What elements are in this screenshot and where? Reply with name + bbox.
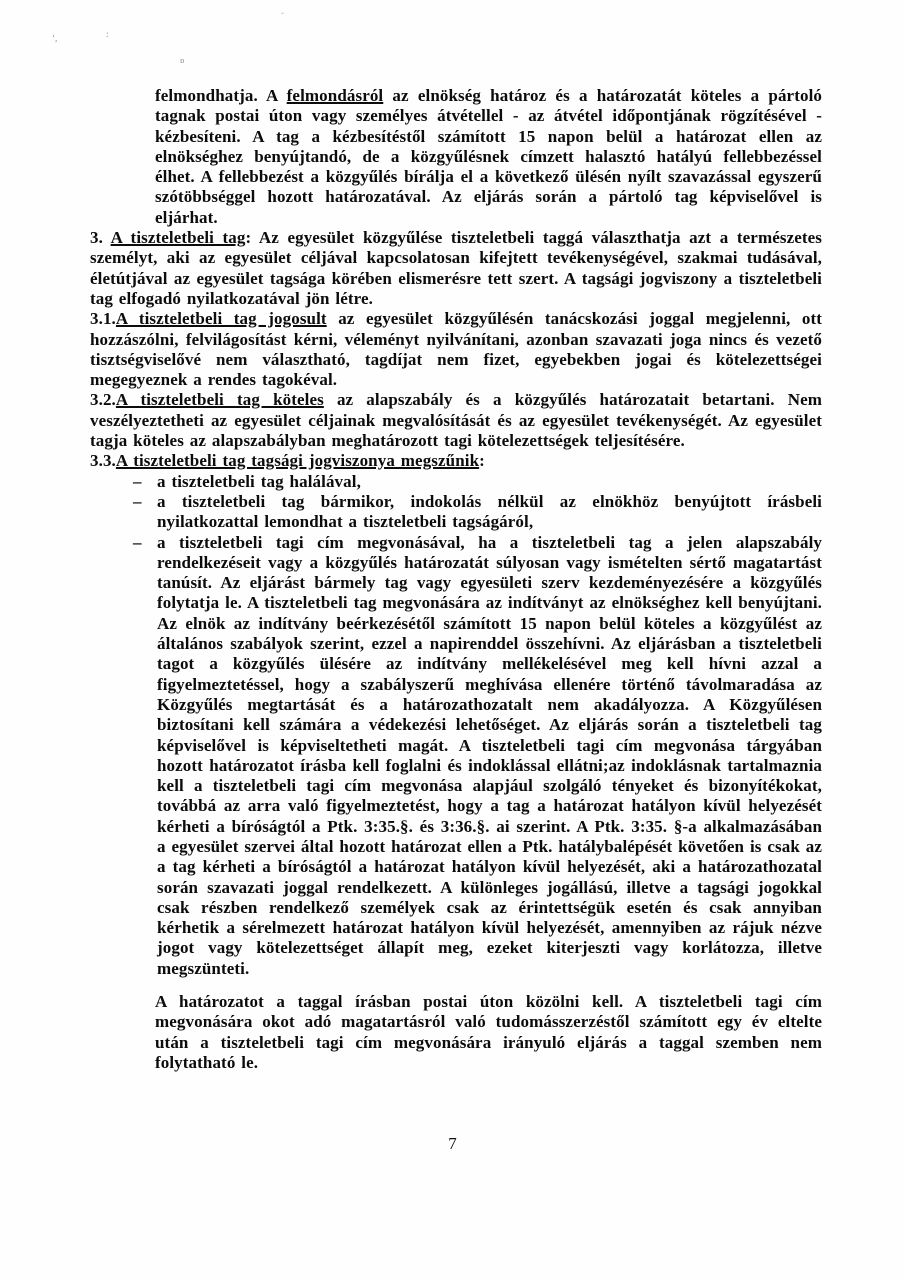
text-run: 3.1. (90, 309, 116, 329)
text-run: 3. (90, 228, 111, 248)
text-run: az alapszabály és a közgyűlés határozatait betartani. Nem veszélyeztetheti az egyesület céljainak megvalósítását és az egyesület tevékenységét. Az egyesület tagja köteles az alapszabályban meghatározott tagi kötelezettségek teljesítésére. (90, 390, 823, 451)
scan-speck: ˇ (281, 11, 284, 21)
underlined-text-run: A tiszteletbeli tag tagsági jogviszonya megszűnik (115, 451, 480, 471)
bullet-item-lemondas (133, 492, 822, 533)
text-run: az elnökség határoz és a határozatát köteles a pártoló tagnak postai úton vagy személyes átvétellel - az átvétel időpontjának rögzítésével - kézbesíteni. A tag a kézbesítéstől számított 15 napon belül a határozat ellen az elnökséghez benyújtandó, de a közgyűlésnek címzett halasztó hatályú fellebbezéssel élhet. A fellebbezést a közgyűlés bírálja el a következő ülésén nyílt szavazással egyszerű szótöbbséggel hozott határozatával. Az eljárás során a pártoló tag képviselővel is eljárhat. (155, 86, 822, 227)
bullet-item-halalaval (133, 472, 822, 492)
scan-speck: : (106, 29, 109, 39)
section-3-2-koteles (90, 390, 822, 451)
underlined-text-run: A tiszteletbeli tag jogosult (115, 309, 327, 329)
underlined-text-run: felmondásról (286, 86, 384, 105)
bullet-dash: – (133, 532, 142, 552)
bullet-dash: – (133, 491, 142, 511)
text-run: 3.3. (90, 451, 116, 471)
section-3-3-megszunik-heading (90, 451, 822, 471)
text-run: : (479, 451, 485, 471)
scan-speck: ʻ, (52, 33, 58, 43)
section-3-1-jogosult (90, 309, 822, 390)
underlined-text-run: A tiszteletbeli tag köteles (115, 390, 324, 410)
bullet-text (157, 533, 822, 980)
text-run: A határozatot a taggal írásban postai úton közölni kell. A tiszteletbeli tagi cím megvonására okot adó magatartásról való tudomásszerzéstől számított egy év eltelte után a tiszteletbeli tagi cím megvonására irányuló eljárás a taggal szemben nem folytatható le. (155, 992, 822, 1072)
document-body (90, 86, 822, 1073)
text-run: az egyesület közgyűlésén tanácskozási joggal megjelenni, ott hozzászólni, felvilágosítást kérni, véleményt nyilvánítani, azonban szavazati joga nincs és vezető tisztségviselővé nem választható, tagdíjat nem fizet, egyebekben jogai és kötelezettségei megegyeznek a rendes tagokéval. (90, 309, 823, 390)
bullet-item-cim-megvonasa (133, 533, 822, 980)
scan-speck: ɒ (180, 56, 185, 65)
text-run: a tiszteletbeli tagi cím megvonásával, ha a tiszteletbeli tag a jelen alapszabály rendelkezéseit vagy a közgyűlés határozatát súlyosan vagy ismételten sértő magatartást tanúsít. Az eljárást bármely tag vagy egyesületi szerv kezdeményezésére a közgyűlés folytatja le. A tiszteletbeli tag megvonására az indítványt az elnökséghez kell benyújtani. Az elnök az indítvány beérkezésétől számított 15 napon belül köteles a közgyűlést az általános szabályok szerint, ezzel a napirenddel összehívni. Az eljárásban a tiszteletbeli tagot a közgyűlés ülésére az indítvány mellékelésével meg kell hívni azzal a figyelmeztetéssel, hogy a szabályszerű meghívása ellenére történő távolmaradása az Közgyűlés megtartását és a határozathozatalt nem akadályozza. A Közgyűlésen biztosítani kell számára a védekezési lehetőséget. Az eljárás során a tiszteletbeli tag képviselővel is képviseltetheti magát. A tiszteletbeli tagi cím megvonása tárgyában hozott határozatot írásba kell foglalni és indoklással ellátni;az indoklásnak tartalmaznia kell a tiszteletbeli tagi cím megvonása alapjául szolgáló tényeket és bizonyítékokat, továbbá az arra való figyelmeztetést, hogy a tag a határozat hatályon kívül helyezését kérheti a bíróságtól a Ptk. 3:35.§. és 3:36.§. ai szerint. A Ptk. 3:35. §-a alkalmazásában a egyesület szervei által hozott határozat ellen a Ptk. hatálybalépését követően is csak az a tag kérheti a bíróságtól a határozat hatályon kívül helyezését, aki a határozathozatal során szavazati joggal rendelkezett. A különleges jogállású, illetve a tagsági jogokkal csak részben rendelkező személyek csak az érintettségük esetén és csak annyiban kérhetik a sérelmezett határozat hatályon kívül helyezését, amennyiben az rájuk nézve jogot vagy kötelezettséget állapít meg, ezeket kiterjeszti vagy korlátozza, illetve megszünteti. (157, 532, 822, 978)
section-3-tiszteletbeli-tag (90, 228, 822, 309)
paragraph-felmondas-continuation (155, 86, 822, 228)
text-run: felmondhatja. A (155, 86, 287, 105)
bullet-dash: – (133, 471, 142, 491)
closing-paragraph-hatarozat-kozles (155, 992, 822, 1073)
text-run: 3.2. (90, 390, 116, 410)
bullet-text (157, 472, 822, 492)
underlined-text-run: A tiszteletbeli tag (110, 228, 246, 248)
text-run: a tiszteletbeli tag halálával, (157, 471, 361, 491)
bullet-text (157, 492, 822, 533)
text-run: : Az egyesület közgyűlése tiszteletbeli taggá választhatja azt a természetes személyt, aki az egyesület céljával kapcsolatosan kifejtett tevékenységével, szakmai tudásával, életútjával az egyesület tagsága körében elismerésre tett szert. A tagsági jogviszony a tiszteletbeli tag elfogadó nyilatkozatával jön létre. (90, 228, 822, 308)
text-run: a tiszteletbeli tag bármikor, indokolás nélkül az elnökhöz benyújtott írásbeli nyilatkozattal lemondhat a tiszteletbeli tagságáról, (157, 491, 822, 532)
page-number: 7 (448, 1134, 457, 1153)
